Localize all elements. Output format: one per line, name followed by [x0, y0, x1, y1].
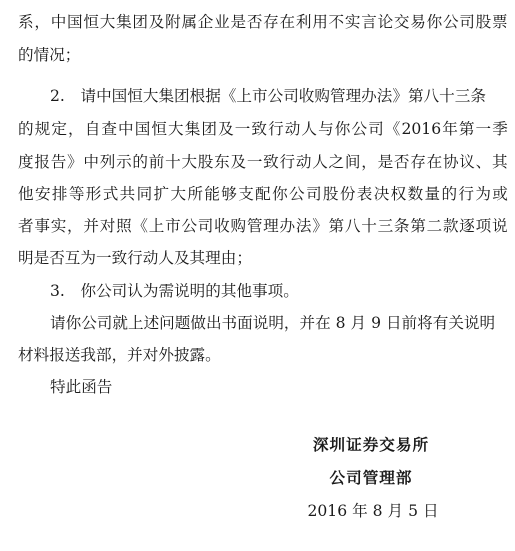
text-glyph: 购 [230, 217, 247, 235]
text-glyph: 实 [50, 217, 67, 235]
text-glyph: 交 [393, 13, 410, 31]
text-glyph: 八 [344, 217, 361, 235]
text-glyph: 列 [99, 153, 116, 171]
signature-date: 2016 年 8 月 5 日 [307, 502, 439, 520]
signature-department: 公司管理部 [329, 468, 413, 487]
text-glyph: 你 [426, 13, 443, 31]
text-glyph: 事 [34, 217, 50, 235]
text-glyph: 司 [368, 120, 384, 138]
text-glyph: 公 [289, 185, 305, 203]
text-glyph: 》 [312, 217, 328, 235]
text-glyph: 致 [263, 153, 279, 171]
text-glyph: 项 [475, 217, 492, 235]
text-glyph: 查 [101, 120, 117, 138]
text-glyph: 人 [312, 153, 328, 171]
text-glyph: 之 [328, 153, 345, 171]
text-glyph: 间 [344, 153, 361, 171]
text-glyph: 言 [361, 13, 377, 31]
text-glyph: 权 [390, 185, 407, 203]
text-glyph: 及 [230, 153, 247, 171]
text-glyph: 法 [295, 217, 312, 235]
text-glyph: 理 [263, 217, 279, 235]
text-glyph: 款 [442, 217, 459, 235]
text-glyph: 协 [442, 153, 459, 171]
text-glyph: 照 [116, 217, 132, 235]
text-glyph: 第 [328, 217, 345, 235]
text-glyph: ， [361, 153, 377, 171]
text-glyph: 所 [187, 185, 203, 203]
text-glyph: 实 [344, 13, 361, 31]
text-glyph: 一 [246, 153, 263, 171]
text-glyph: 三 [377, 217, 394, 235]
text-glyph: 的 [441, 185, 458, 203]
text-glyph: 你 [334, 120, 351, 138]
text-glyph: 同 [136, 185, 153, 203]
text-glyph: 为 [475, 185, 491, 203]
text-glyph: 条 [393, 217, 410, 235]
text-glyph: 集 [116, 13, 132, 31]
text-glyph: 在 [426, 153, 443, 171]
text-glyph: 管 [246, 217, 263, 235]
text-glyph: 自 [84, 120, 101, 138]
text-glyph: 大 [181, 153, 198, 171]
text-glyph: 度 [18, 153, 34, 171]
text-glyph: ， [67, 217, 83, 235]
text-glyph: 安 [34, 185, 51, 203]
text-glyph: 业 [214, 13, 230, 31]
text-glyph: 十 [361, 217, 377, 235]
text-glyph: 存 [410, 153, 426, 171]
text-glyph: 恒 [83, 13, 99, 31]
signature-organization: 深圳证券交易所 [312, 435, 430, 454]
text-glyph: 司 [459, 13, 475, 31]
text-glyph: 能 [204, 185, 220, 203]
paragraph-1-line-1 [0, 10, 515, 34]
text-glyph: 不 [328, 13, 345, 31]
text-glyph: 形 [85, 185, 102, 203]
text-glyph: 在 [279, 13, 296, 31]
text-glyph: 行 [279, 153, 296, 171]
text-glyph: 企 [197, 13, 214, 31]
text-glyph: 季 [492, 120, 508, 138]
text-glyph: 是 [377, 153, 394, 171]
text-glyph: 国 [134, 120, 151, 138]
paragraph-4-line-2: 材料报送我部，并对外披露。 [18, 346, 221, 364]
text-glyph: 行 [268, 120, 284, 138]
paragraph-2-line-4 [0, 182, 515, 206]
text-glyph: 或 [492, 185, 508, 203]
text-glyph: 行 [458, 185, 474, 203]
text-glyph: 一 [475, 120, 492, 138]
text-glyph: 2016 [401, 120, 442, 138]
text-glyph: 中 [83, 153, 99, 171]
text-glyph: 公 [181, 217, 198, 235]
text-glyph: 说 [491, 217, 508, 235]
text-glyph: 告 [50, 153, 67, 171]
text-glyph: 前 [148, 153, 165, 171]
text-glyph: 《 [132, 217, 149, 235]
text-glyph: 票 [491, 13, 508, 31]
paragraph-2-line-1: 2. 请中国恒大集团根据《上市公司收购管理办法》第八十三条 [50, 87, 486, 105]
text-glyph: 东 [214, 153, 230, 171]
text-glyph: 并 [83, 217, 99, 235]
text-glyph: 十 [165, 153, 181, 171]
text-glyph: 》 [67, 153, 83, 171]
paragraph-3-line-1: 3. 你公司认为需说明的其他事项。 [50, 282, 299, 300]
text-glyph: 股 [197, 153, 214, 171]
text-glyph: 及 [218, 120, 234, 138]
text-glyph: 等 [68, 185, 85, 203]
text-glyph: 与 [318, 120, 334, 138]
text-glyph: 论 [377, 13, 394, 31]
text-glyph: 式 [102, 185, 119, 203]
text-glyph: 一 [234, 120, 251, 138]
paragraph-2-line-5 [0, 214, 515, 238]
text-glyph: 司 [197, 217, 214, 235]
paragraph-2-line-6: 明是否互为一致行动人及其理由； [18, 249, 252, 267]
text-glyph: 、 [475, 153, 492, 171]
text-glyph: 否 [246, 13, 263, 31]
text-glyph: 大 [168, 120, 184, 138]
text-glyph: 的 [18, 120, 34, 138]
text-glyph: 够 [221, 185, 237, 203]
text-glyph: 中 [118, 120, 134, 138]
text-glyph: 《 [384, 120, 401, 138]
text-glyph: 逐 [459, 217, 475, 235]
text-glyph: 排 [51, 185, 68, 203]
closing-phrase: 特此函告 [50, 378, 113, 396]
text-glyph: 量 [424, 185, 441, 203]
text-glyph: 共 [119, 185, 136, 203]
text-glyph: 支 [238, 185, 254, 203]
text-glyph: 扩 [153, 185, 170, 203]
text-glyph: 国 [67, 13, 83, 31]
text-glyph: 是 [230, 13, 247, 31]
text-glyph: 数 [407, 185, 424, 203]
text-glyph: 表 [356, 185, 373, 203]
text-glyph: 配 [255, 185, 271, 203]
text-glyph: 中 [50, 13, 67, 31]
text-glyph: 用 [312, 13, 328, 31]
text-glyph: 大 [170, 185, 187, 203]
text-glyph: ， [34, 13, 50, 31]
text-glyph: 二 [426, 217, 443, 235]
text-glyph: 属 [181, 13, 198, 31]
text-glyph: 市 [165, 217, 181, 235]
text-glyph: 你 [272, 185, 288, 203]
text-glyph: 其 [491, 153, 508, 171]
text-glyph: 上 [148, 217, 165, 235]
paragraph-1-line-2: 的情况； [18, 46, 81, 64]
text-glyph: 人 [301, 120, 318, 138]
text-glyph: ， [68, 120, 84, 138]
text-glyph: 动 [284, 120, 301, 138]
text-glyph: 致 [251, 120, 268, 138]
text-glyph: 者 [18, 217, 34, 235]
text-glyph: 公 [442, 13, 459, 31]
paragraph-4-line-1: 请你公司就上述问题做出书面说明，并在 8 月 9 日前将有关说明 [50, 314, 496, 332]
text-glyph: 第 [458, 120, 475, 138]
text-glyph: 团 [201, 120, 217, 138]
text-glyph: 定 [51, 120, 67, 138]
text-glyph: 集 [184, 120, 201, 138]
text-glyph: 及 [148, 13, 165, 31]
text-glyph: 他 [18, 185, 34, 203]
text-glyph: 报 [34, 153, 50, 171]
text-glyph: 附 [165, 13, 181, 31]
text-glyph: 恒 [151, 120, 167, 138]
text-glyph: 第 [410, 217, 426, 235]
text-glyph: 议 [459, 153, 475, 171]
text-glyph: 股 [322, 185, 339, 203]
paragraph-2-line-3 [0, 150, 515, 174]
text-glyph: 办 [279, 217, 296, 235]
text-glyph: 系 [18, 13, 34, 31]
text-glyph: 易 [410, 13, 426, 31]
text-glyph: 规 [34, 120, 51, 138]
text-glyph: 利 [295, 13, 312, 31]
text-glyph: 的 [132, 153, 149, 171]
text-glyph: 份 [339, 185, 356, 203]
text-glyph: 存 [263, 13, 279, 31]
text-glyph: 决 [373, 185, 390, 203]
text-glyph: 公 [351, 120, 368, 138]
text-glyph: 示 [116, 153, 132, 171]
text-glyph: 收 [214, 217, 230, 235]
text-glyph: 团 [132, 13, 149, 31]
text-glyph: 否 [393, 153, 410, 171]
text-glyph: 大 [99, 13, 116, 31]
text-glyph: 对 [99, 217, 116, 235]
text-glyph: 股 [475, 13, 492, 31]
text-glyph: 年 [442, 120, 458, 138]
text-glyph: 动 [295, 153, 312, 171]
paragraph-2-line-2 [0, 117, 515, 141]
text-glyph: 司 [305, 185, 322, 203]
